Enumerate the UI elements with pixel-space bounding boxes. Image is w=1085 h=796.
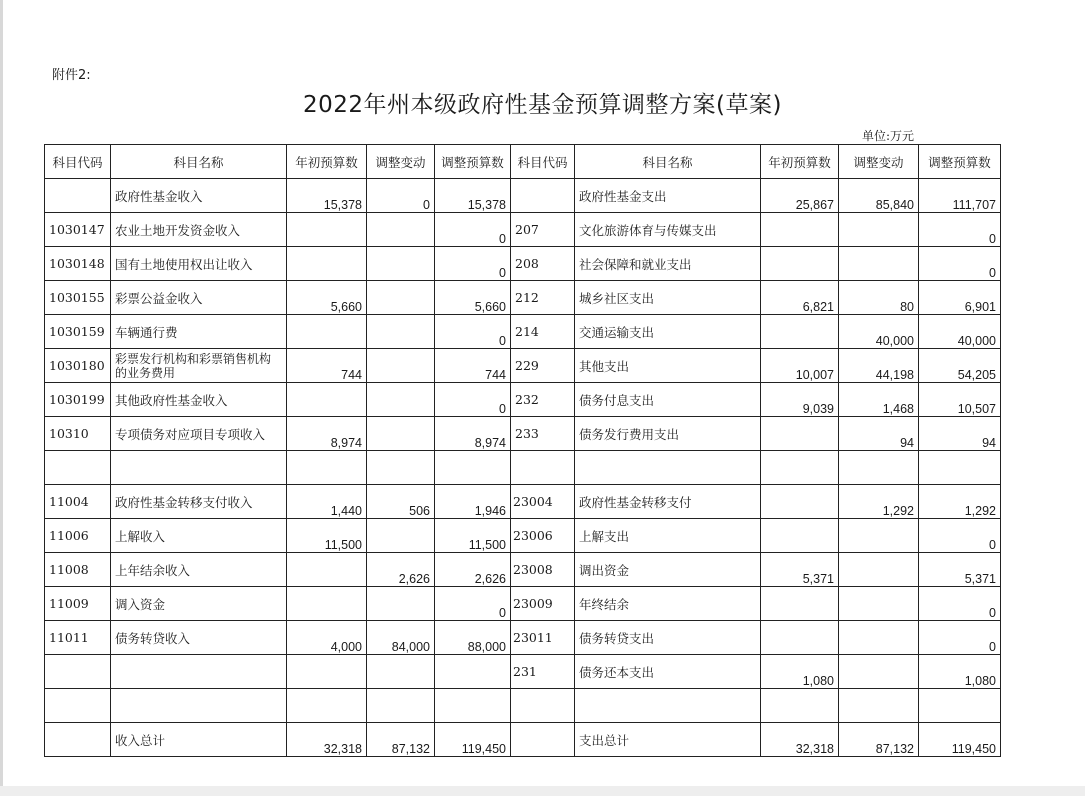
expense-adjusted-cell: 40,000	[919, 315, 1001, 349]
income-change-cell	[367, 587, 435, 621]
income-adjusted-cell: 2,626	[435, 553, 511, 587]
expense-adjusted-cell: 0	[919, 621, 1001, 655]
income-name-cell: 国有土地使用权出让收入	[111, 247, 287, 281]
expense-change-cell	[839, 553, 919, 587]
expense-change-cell: 40,000	[839, 315, 919, 349]
expense-initial-cell	[761, 587, 839, 621]
income-adjusted-cell: 744	[435, 349, 511, 383]
expense-code-cell: 23006	[511, 519, 575, 553]
expense-change-cell	[839, 689, 919, 723]
income-change-cell	[367, 383, 435, 417]
expense-change-cell	[839, 213, 919, 247]
column-header: 调整预算数	[435, 145, 511, 179]
income-name-cell: 车辆通行费	[111, 315, 287, 349]
expense-change-cell	[839, 655, 919, 689]
income-change-cell: 0	[367, 179, 435, 213]
income-total-label: 收入总计	[111, 723, 287, 757]
expense-code-cell: 232	[511, 383, 575, 417]
income-initial-cell	[287, 315, 367, 349]
expense-adjusted-cell	[919, 451, 1001, 485]
expense-initial-cell	[761, 451, 839, 485]
income-initial-cell: 11,500	[287, 519, 367, 553]
income-name-cell: 农业土地开发资金收入	[111, 213, 287, 247]
document-title: 2022年州本级政府性基金预算调整方案(草案)	[303, 92, 782, 118]
column-header: 调整变动	[839, 145, 919, 179]
attachment-label: 附件2:	[52, 68, 91, 83]
scan-edge-bottom	[0, 786, 1085, 796]
income-name-cell: 政府性基金收入	[111, 179, 287, 213]
income-initial-cell	[287, 247, 367, 281]
income-name-cell: 政府性基金转移支付收入	[111, 485, 287, 519]
expense-initial-cell: 9,039	[761, 383, 839, 417]
income-initial-cell: 8,974	[287, 417, 367, 451]
income-change-cell: 84,000	[367, 621, 435, 655]
table-total-row	[45, 723, 1001, 757]
income-adjusted-cell: 0	[435, 315, 511, 349]
expense-name-cell: 债务转贷支出	[575, 621, 761, 655]
expense-change-cell: 85,840	[839, 179, 919, 213]
income-change-cell: 2,626	[367, 553, 435, 587]
table-row	[45, 179, 1001, 213]
income-change-cell	[367, 689, 435, 723]
income-change-total: 87,132	[367, 723, 435, 757]
expense-name-cell: 上解支出	[575, 519, 761, 553]
income-initial-cell: 4,000	[287, 621, 367, 655]
expense-initial-cell	[761, 621, 839, 655]
income-adjusted-cell: 1,946	[435, 485, 511, 519]
income-name-cell	[111, 655, 287, 689]
expense-name-cell	[575, 689, 761, 723]
income-name-cell: 调入资金	[111, 587, 287, 621]
expense-name-cell: 其他支出	[575, 349, 761, 383]
expense-name-cell: 债务付息支出	[575, 383, 761, 417]
column-header: 年初预算数	[287, 145, 367, 179]
expense-adjusted-cell: 1,292	[919, 485, 1001, 519]
expense-code-cell	[511, 179, 575, 213]
expense-name-cell: 交通运输支出	[575, 315, 761, 349]
income-adjusted-cell	[435, 451, 511, 485]
income-code-cell: 11009	[45, 587, 111, 621]
income-adjusted-cell	[435, 689, 511, 723]
income-change-cell	[367, 315, 435, 349]
income-initial-cell	[287, 213, 367, 247]
table-row	[45, 587, 1001, 621]
income-initial-cell	[287, 587, 367, 621]
income-code-cell: 11008	[45, 553, 111, 587]
expense-change-cell: 1,468	[839, 383, 919, 417]
expense-adjusted-cell: 94	[919, 417, 1001, 451]
column-header: 调整变动	[367, 145, 435, 179]
income-adjusted-cell: 0	[435, 247, 511, 281]
expense-adjusted-cell: 0	[919, 519, 1001, 553]
income-change-cell: 506	[367, 485, 435, 519]
column-header: 科目代码	[45, 145, 111, 179]
expense-code-cell: 208	[511, 247, 575, 281]
expense-change-cell	[839, 621, 919, 655]
column-header: 科目名称	[111, 145, 287, 179]
table-row	[45, 417, 1001, 451]
expense-change-cell: 94	[839, 417, 919, 451]
income-change-cell	[367, 247, 435, 281]
expense-name-cell: 债务发行费用支出	[575, 417, 761, 451]
income-change-cell	[367, 655, 435, 689]
income-name-cell: 其他政府性基金收入	[111, 383, 287, 417]
income-initial-cell	[287, 553, 367, 587]
expense-code-cell: 229	[511, 349, 575, 383]
expense-code-cell	[511, 689, 575, 723]
income-code-cell	[45, 179, 111, 213]
income-name-cell: 彩票公益金收入	[111, 281, 287, 315]
expense-code-cell	[511, 451, 575, 485]
expense-change-cell	[839, 587, 919, 621]
table-row	[45, 621, 1001, 655]
expense-initial-cell	[761, 519, 839, 553]
expense-code-cell: 207	[511, 213, 575, 247]
income-initial-total: 32,318	[287, 723, 367, 757]
income-change-cell	[367, 417, 435, 451]
income-initial-cell	[287, 383, 367, 417]
expense-code-cell: 233	[511, 417, 575, 451]
expense-code-cell: 23008	[511, 553, 575, 587]
expense-initial-cell	[761, 247, 839, 281]
income-name-cell	[111, 451, 287, 485]
income-name-cell: 彩票发行机构和彩票销售机构的业务费用	[111, 349, 287, 383]
expense-name-cell	[575, 451, 761, 485]
income-change-cell	[367, 213, 435, 247]
income-code-cell	[45, 655, 111, 689]
income-name-cell	[111, 689, 287, 723]
expense-initial-cell: 6,821	[761, 281, 839, 315]
expense-name-cell: 政府性基金支出	[575, 179, 761, 213]
column-header: 调整预算数	[919, 145, 1001, 179]
unit-label: 单位:万元	[862, 129, 915, 143]
expense-code-cell: 214	[511, 315, 575, 349]
income-code-cell	[45, 451, 111, 485]
expense-adjusted-cell: 6,901	[919, 281, 1001, 315]
table-row	[45, 655, 1001, 689]
table-row	[45, 281, 1001, 315]
expense-adjusted-cell	[919, 689, 1001, 723]
table-row-empty	[45, 451, 1001, 485]
income-adjusted-total: 119,450	[435, 723, 511, 757]
income-adjusted-cell: 0	[435, 587, 511, 621]
expense-name-cell: 调出资金	[575, 553, 761, 587]
expense-change-total: 87,132	[839, 723, 919, 757]
income-code-cell	[45, 689, 111, 723]
table-row-empty	[45, 689, 1001, 723]
expense-initial-total: 32,318	[761, 723, 839, 757]
expense-change-cell: 44,198	[839, 349, 919, 383]
income-code-cell: 1030199	[45, 383, 111, 417]
table-row	[45, 485, 1001, 519]
expense-adjusted-cell: 1,080	[919, 655, 1001, 689]
table-row	[45, 519, 1001, 553]
income-adjusted-cell: 11,500	[435, 519, 511, 553]
column-header: 年初预算数	[761, 145, 839, 179]
expense-adjusted-cell: 0	[919, 247, 1001, 281]
expense-name-cell: 文化旅游体育与传媒支出	[575, 213, 761, 247]
expense-code-cell: 212	[511, 281, 575, 315]
income-code-cell: 11004	[45, 485, 111, 519]
income-adjusted-cell: 88,000	[435, 621, 511, 655]
income-change-cell	[367, 349, 435, 383]
income-initial-cell: 1,440	[287, 485, 367, 519]
expense-initial-cell	[761, 315, 839, 349]
income-adjusted-cell: 8,974	[435, 417, 511, 451]
expense-code-cell	[511, 723, 575, 757]
expense-adjusted-cell: 54,205	[919, 349, 1001, 383]
income-code-cell: 11011	[45, 621, 111, 655]
income-code-cell: 11006	[45, 519, 111, 553]
expense-name-cell: 债务还本支出	[575, 655, 761, 689]
income-code-cell: 1030147	[45, 213, 111, 247]
expense-code-cell: 23009	[511, 587, 575, 621]
income-change-cell	[367, 451, 435, 485]
expense-code-cell: 23011	[511, 621, 575, 655]
expense-change-cell: 80	[839, 281, 919, 315]
expense-total-label: 支出总计	[575, 723, 761, 757]
expense-initial-cell: 1,080	[761, 655, 839, 689]
expense-adjusted-cell: 5,371	[919, 553, 1001, 587]
income-initial-cell	[287, 689, 367, 723]
income-code-cell: 1030148	[45, 247, 111, 281]
income-initial-cell: 15,378	[287, 179, 367, 213]
expense-adjusted-cell: 0	[919, 587, 1001, 621]
expense-change-cell: 1,292	[839, 485, 919, 519]
expense-change-cell	[839, 451, 919, 485]
expense-adjusted-cell: 10,507	[919, 383, 1001, 417]
income-code-cell: 1030159	[45, 315, 111, 349]
income-code-cell: 1030155	[45, 281, 111, 315]
income-code-cell: 10310	[45, 417, 111, 451]
table-row	[45, 349, 1001, 383]
income-initial-cell	[287, 655, 367, 689]
income-adjusted-cell	[435, 655, 511, 689]
expense-initial-cell	[761, 417, 839, 451]
income-adjusted-cell: 5,660	[435, 281, 511, 315]
table-row	[45, 247, 1001, 281]
income-initial-cell: 744	[287, 349, 367, 383]
table-row	[45, 383, 1001, 417]
column-header: 科目名称	[575, 145, 761, 179]
expense-code-cell: 231	[511, 655, 575, 689]
expense-adjusted-total: 119,450	[919, 723, 1001, 757]
expense-initial-cell: 25,867	[761, 179, 839, 213]
income-name-cell: 债务转贷收入	[111, 621, 287, 655]
expense-adjusted-cell: 111,707	[919, 179, 1001, 213]
table-row	[45, 553, 1001, 587]
expense-change-cell	[839, 247, 919, 281]
expense-initial-cell	[761, 689, 839, 723]
expense-name-cell: 社会保障和就业支出	[575, 247, 761, 281]
income-adjusted-cell: 0	[435, 213, 511, 247]
income-initial-cell: 5,660	[287, 281, 367, 315]
expense-adjusted-cell: 0	[919, 213, 1001, 247]
expense-initial-cell: 10,007	[761, 349, 839, 383]
income-change-cell	[367, 519, 435, 553]
income-name-cell: 上解收入	[111, 519, 287, 553]
income-adjusted-cell: 15,378	[435, 179, 511, 213]
expense-name-cell: 政府性基金转移支付	[575, 485, 761, 519]
income-code-cell	[45, 723, 111, 757]
expense-code-cell: 23004	[511, 485, 575, 519]
expense-name-cell: 城乡社区支出	[575, 281, 761, 315]
scan-edge-left	[0, 0, 3, 796]
table-row	[45, 315, 1001, 349]
income-code-cell: 1030180	[45, 349, 111, 383]
expense-initial-cell	[761, 213, 839, 247]
income-change-cell	[367, 281, 435, 315]
budget-table	[44, 144, 1001, 757]
table-header-row	[45, 145, 1001, 179]
table-row	[45, 213, 1001, 247]
income-adjusted-cell: 0	[435, 383, 511, 417]
column-header: 科目代码	[511, 145, 575, 179]
income-name-cell: 专项债务对应项目专项收入	[111, 417, 287, 451]
expense-initial-cell	[761, 485, 839, 519]
expense-name-cell: 年终结余	[575, 587, 761, 621]
income-initial-cell	[287, 451, 367, 485]
expense-change-cell	[839, 519, 919, 553]
expense-initial-cell: 5,371	[761, 553, 839, 587]
income-name-cell: 上年结余收入	[111, 553, 287, 587]
